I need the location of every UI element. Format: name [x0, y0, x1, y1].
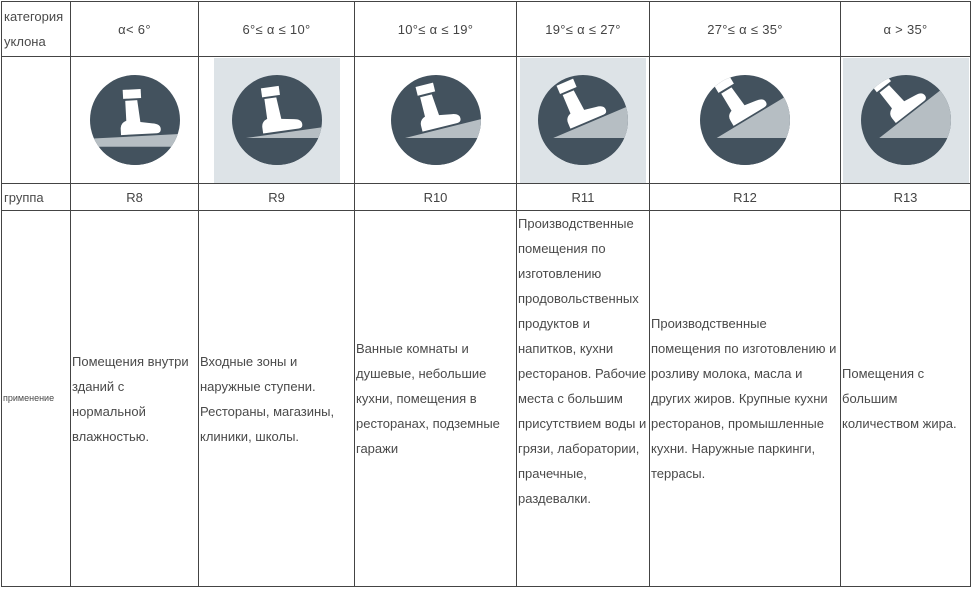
category-r11: 19°≤ α ≤ 27°	[517, 2, 650, 57]
application-r9: Входные зоны и наружные ступени. Рестораны, магазины, клиники, школы.	[199, 211, 355, 587]
application-r8: Помещения внутри зданий с нормальной влажностью.	[71, 211, 199, 587]
image-cell-r13	[841, 57, 971, 184]
image-cell-r11	[517, 57, 650, 184]
slip-resistance-R10-icon	[373, 58, 499, 183]
category-r8: α< 6°	[71, 2, 199, 57]
image-row-label	[2, 57, 71, 184]
group-r9: R9	[199, 184, 355, 211]
slip-resistance-R12-icon	[682, 58, 808, 183]
slip-resistance-R8-icon	[72, 58, 198, 183]
application-r10: Ванные комнаты и душевые, небольшие кухни, помещения в ресторанах, подземные гаражи	[355, 211, 517, 587]
application-r12: Производственные помещения по изготовлению и розливу молока, масла и других жиров. Крупные кухни ресторанов, промышленные кухни. Наружные паркинги, террасы.	[650, 211, 841, 587]
image-cell-r12	[650, 57, 841, 184]
category-r13: α > 35°	[841, 2, 971, 57]
image-row	[2, 57, 971, 184]
slip-resistance-table	[1, 1, 971, 587]
application-r13: Помещения с большим количеством жира.	[841, 211, 971, 587]
slip-resistance-R11-icon	[520, 58, 646, 183]
image-cell-r10	[355, 57, 517, 184]
group-r12: R12	[650, 184, 841, 211]
image-cell-r8	[71, 57, 199, 184]
application-row	[2, 211, 971, 587]
category-row	[2, 2, 971, 57]
slip-resistance-R9-icon	[214, 58, 340, 183]
group-row-label: группа	[2, 184, 71, 211]
group-row	[2, 184, 971, 211]
slip-resistance-R13-icon	[843, 58, 969, 183]
category-row-label: категория уклона	[2, 2, 71, 57]
category-r12: 27°≤ α ≤ 35°	[650, 2, 841, 57]
category-r9: 6°≤ α ≤ 10°	[199, 2, 355, 57]
application-row-label: применение	[2, 211, 71, 587]
group-r8: R8	[71, 184, 199, 211]
category-r10: 10°≤ α ≤ 19°	[355, 2, 517, 57]
image-cell-r9	[199, 57, 355, 184]
group-r11: R11	[517, 184, 650, 211]
group-r10: R10	[355, 184, 517, 211]
application-r11: Производственные помещения по изготовлению продовольственных продуктов и напитков, кухни ресторанов. Рабочие места с большим присутствием воды и грязи, лаборатории, прачечные, раздевалки.	[517, 211, 650, 587]
group-r13: R13	[841, 184, 971, 211]
